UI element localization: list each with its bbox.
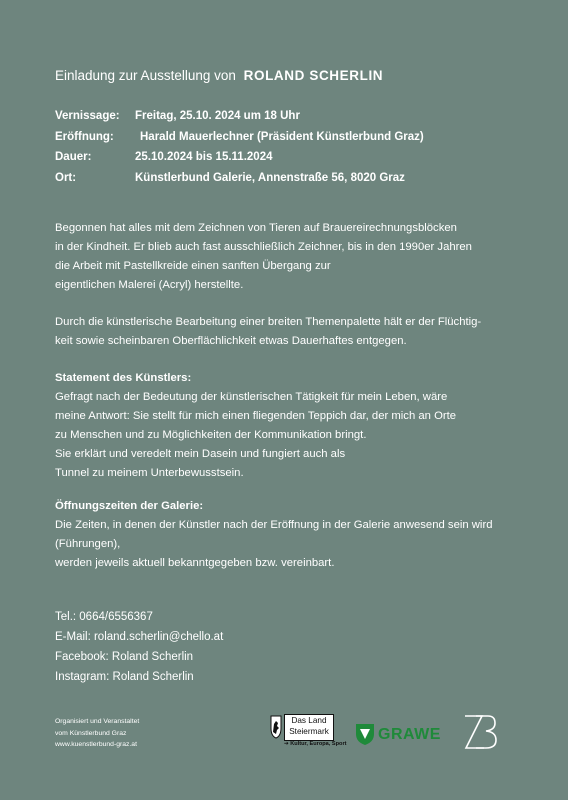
detail-value: 25.10.2024 bis 15.11.2024 — [135, 151, 273, 163]
text-line: Gefragt nach der Bedeutung der künstlerischen Tätigkeit für mein Leben, wäre — [55, 391, 448, 403]
text-line: Durch die künstlerische Bearbeitung einer breiten Themenpalette hält er der Flüchtig- — [55, 316, 482, 328]
text-line: Sie erklärt und veredelt mein Dasein und fungiert auch als — [55, 448, 346, 460]
detail-value: Freitag, 25.10. 2024 um 18 Uhr — [135, 110, 300, 122]
steiermark-panther-icon — [268, 714, 284, 740]
detail-value: Künstlerbund Galerie, Annenstraße 56, 8020 Graz — [135, 171, 405, 184]
grawe-shield-icon — [354, 722, 376, 746]
text-line: (Führungen), — [55, 538, 121, 550]
artist-statement — [55, 369, 525, 483]
gallery-opening-hours — [55, 497, 525, 573]
paragraph-themes — [55, 313, 525, 351]
detail-label: Dauer: — [55, 151, 92, 163]
detail-label: Eröffnung: — [55, 130, 114, 143]
kuenstlerbund-logo-icon — [462, 713, 498, 751]
contact-facebook: Facebook: Roland Scherlin — [55, 651, 194, 663]
grawe-logo: GRAWE — [378, 726, 441, 743]
text-line: in der Kindheit. Er blieb auch fast ausschließlich Zeichner, bis in den 1990er Jahren — [55, 241, 472, 253]
detail-label: Vernissage: — [55, 110, 120, 122]
steiermark-line2: Steiermark — [289, 727, 329, 736]
detail-label: Ort: — [55, 171, 77, 184]
text-line: keit sowie scheinbaren Oberflächlichkeit etwas Dauerhaftes entgegen. — [55, 335, 407, 347]
paragraph-biography — [55, 219, 525, 295]
contact-phone: Tel.: 0664/6556367 — [55, 611, 153, 623]
steiermark-tagline: ➔ Kultur, Europa, Sport — [284, 741, 347, 747]
detail-value: Harald Mauerlechner (Präsident Künstlerbund Graz) — [140, 130, 424, 143]
text-line: die Arbeit mit Pastellkreide einen sanften Übergang zur — [55, 260, 331, 272]
title-prefix: Einladung zur Ausstellung von — [55, 68, 236, 83]
contact-instagram: Instagram: Roland Scherlin — [55, 671, 194, 683]
opening-hours-heading: Öffnungszeiten der Galerie: — [55, 500, 204, 512]
contact-email: E-Mail: roland.scherlin@chello.at — [55, 631, 224, 643]
text-line: Begonnen hat alles mit dem Zeichnen von Tieren auf Brauereirechnungsblöcken — [55, 222, 457, 234]
text-line: eigentlichen Malerei (Acryl) herstellte. — [55, 279, 244, 291]
artist-name: ROLAND SCHERLIN — [243, 68, 384, 83]
text-line: meine Antwort: Sie stellt für mich einen fliegenden Teppich dar, der mich an Orte — [55, 410, 457, 422]
organizer-info — [55, 716, 139, 751]
statement-heading: Statement des Künstlers: — [55, 372, 192, 384]
organizer-website: www.kuenstlerbund-graz.at — [55, 741, 137, 748]
steiermark-line1: Das Land — [291, 716, 327, 725]
organizer-line: vom Künstlerbund Graz — [55, 729, 127, 737]
text-line: Tunnel zu meinem Unterbewusstsein. — [55, 467, 244, 479]
organizer-line: Organisiert und Veranstaltet — [55, 718, 140, 725]
contact-info — [55, 607, 223, 687]
invitation-title — [55, 68, 383, 83]
steiermark-logo-box — [284, 714, 334, 741]
text-line: werden jeweils aktuell bekanntgegeben bzw. vereinbart. — [55, 557, 335, 569]
text-line: zu Menschen und zu Möglichkeiten der Kommunikation bringt. — [55, 429, 367, 441]
text-line: Die Zeiten, in denen der Künstler nach der Eröffnung in der Galerie anwesend sein wird — [55, 519, 493, 531]
